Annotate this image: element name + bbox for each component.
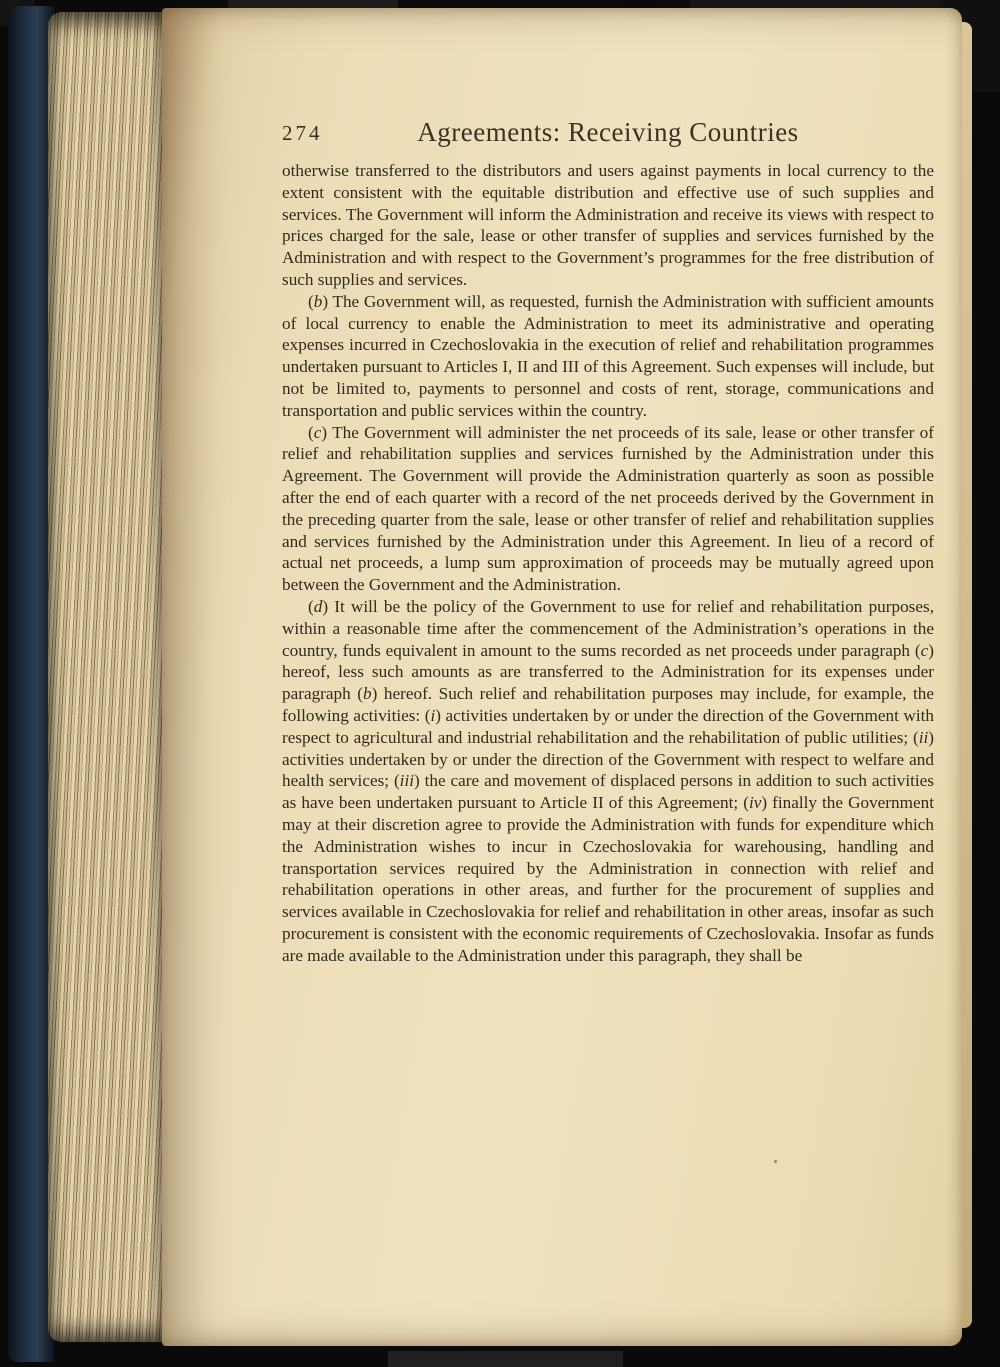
text-area <box>282 112 934 966</box>
page-header <box>282 112 934 148</box>
page-body <box>282 160 934 966</box>
paragraph: (d) It will be the policy of the Government to use for relief and rehabilitation purposes, within a reasonable time after the commencement of the Administration’s operations in the country, funds equivalent in amount to the sums recorded as net proceeds under paragraph (c) hereof, less such amounts as are transferred to the Administration for its expenses under paragraph (b) hereof. Such relief and rehabilitation purposes may include, for example, the following activities: (i) activities undertaken by or under the direction of the Government with respect to agricultural and industrial rehabilitation and the rehabilitation of public utilities; (ii) activities undertaken by or under the direction of the Government with respect to welfare and health services; (iii) the care and movement of displaced persons in addition to such activities as have been undertaken pursuant to Article II of this Agreement; (iv) finally the Government may at their discretion agree to provide the Administration with funds for expenditure which the Administration wishes to incur in Czechoslovakia for warehousing, handling and transportation services required by the Administration in connection with relief and rehabilitation operations in other areas, and further for the procurement of supplies and services available in Czechoslovakia for relief and rehabilitation in other areas, insofar as such procurement is consistent with the economic requirements of Czechoslovakia. Insofar as funds are made available to the Administration under this paragraph, they shall be <box>282 596 934 965</box>
book-page <box>162 8 962 1346</box>
page-number: 274 <box>282 121 323 145</box>
background-shadow-block <box>388 1351 623 1367</box>
running-title: Agreements: Receiving Countries <box>417 117 799 147</box>
paragraph: otherwise transferred to the distributors and users against payments in local currency to the extent consistent with the equitable distribution and effective use of such supplies and services. The Government will inform the Administration and receive its views with respect to prices charged for the sale, lease or other transfer of supplies and services furnished by the Administration and with respect to the Government’s programmes for the free distribution of such supplies and services. <box>282 161 934 289</box>
scan-speck <box>774 1160 777 1163</box>
fanned-page-edges <box>48 12 170 1342</box>
paragraph: (b) The Government will, as requested, furnish the Administration with sufficient amounts of local currency to enable the Administration to meet its administrative and operating expenses incurred in Czechoslovakia in the execution of relief and rehabilitation programmes undertaken pursuant to Articles I, II and III of this Agreement. Such expenses will include, but not be limited to, payments to personnel and costs of rent, storage, communications and transportation and public services within the country. <box>282 291 934 420</box>
paragraph: (c) The Government will administer the net proceeds of its sale, lease or other transfer of relief and rehabilitation supplies and services furnished by the Administration under this Agreement. The Government will provide the Administration quarterly as soon as possible after the end of each quarter with a record of the net proceeds derived by the Government in the preceding quarter from the sale, lease or other transfer of relief and rehabilitation supplies and services furnished by the Administration under this Agreement. In lieu of a record of actual net proceeds, a lump sum approximation of proceeds may be mutually agreed upon between the Government and the Administration. <box>282 422 934 595</box>
